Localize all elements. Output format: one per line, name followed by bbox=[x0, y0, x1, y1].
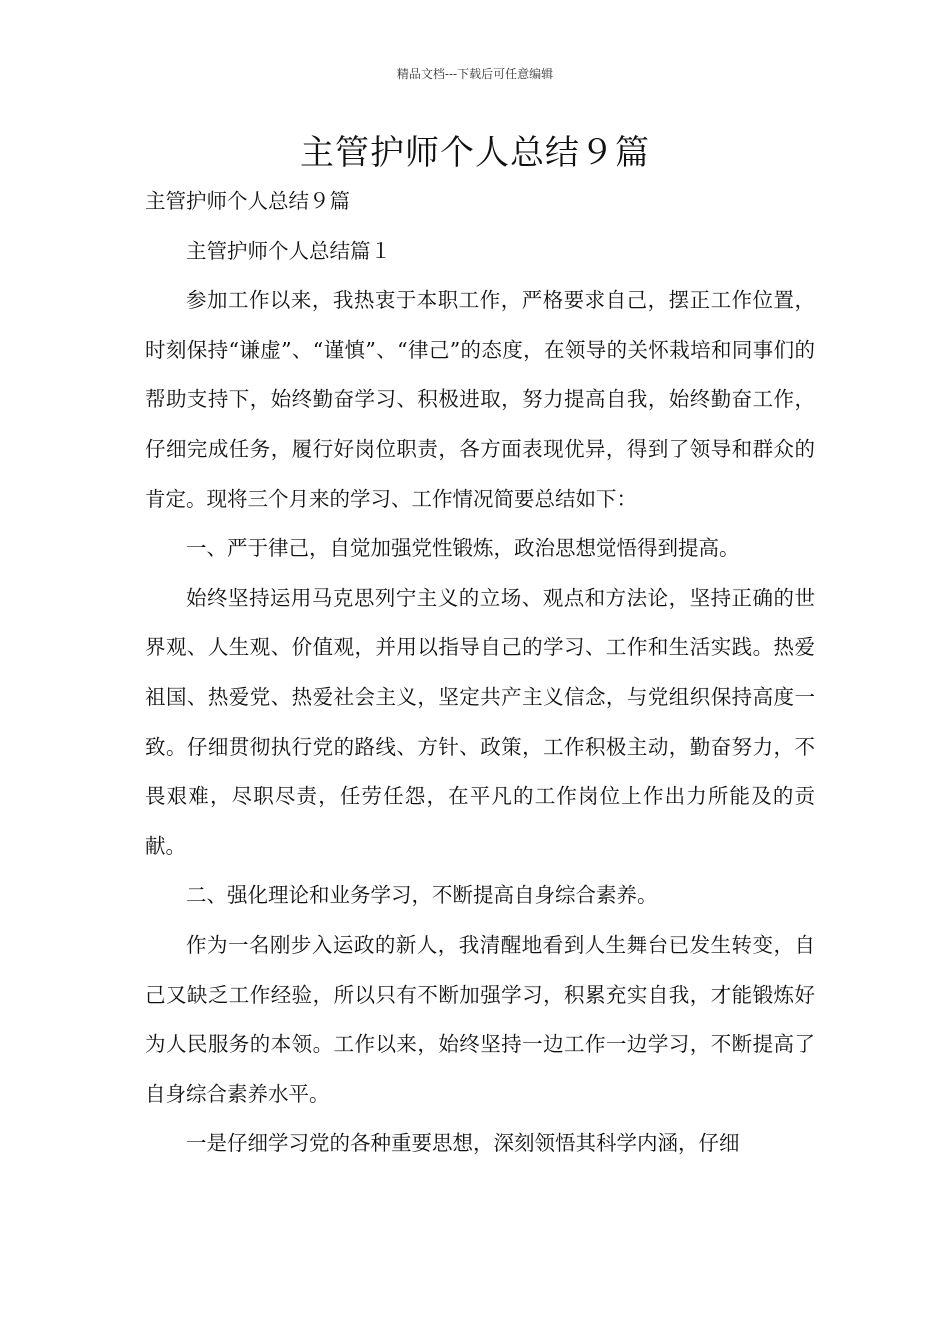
body-paragraph: 始终坚持运用马克思列宁主义的立场、观点和方法论，坚持正确的世界观、人生观、价值观，并用以指导自己的学习、工作和生活实践。热爱祖国、热爱党、热爱社会主义，坚定共产主义信念，与党组织保持高度一致。仔细贯彻执行党的路线、方针、政策，工作积极主动，勤奋努力，不畏艰难，尽职尽责，任劳任怨，在平凡的工作岗位上作出力所能及的贡献。 bbox=[145, 585, 815, 858]
body-paragraph: 主管护师个人总结９篇 bbox=[145, 189, 350, 213]
header-note: 精品文档---下载后可任意编辑 bbox=[396, 67, 554, 81]
body-paragraph: 二、强化理论和业务学习，不断提高自身综合素养。 bbox=[186, 883, 658, 908]
body-paragraph: 一是仔细学习党的各种重要思想，深刻领悟其科学内涵，仔细 bbox=[186, 1131, 740, 1156]
document-body bbox=[145, 177, 815, 1169]
body-paragraph: 作为一名刚步入运政的新人，我清醒地看到人生舞台已发生转变，自己又缺乏工作经验，所以只有不断加强学习，积累充实自我，才能锻炼好为人民服务的本领。工作以来，始终坚持一边工作一边学习，不断提高了自身综合素养水平。 bbox=[145, 932, 815, 1106]
body-paragraph: 参加工作以来，我热衷于本职工作，严格要求自己，摆正工作位置，时刻保持“谦虚”、“谨慎”、“律己”的态度，在领导的关怀栽培和同事们的帮助支持下，始终勤奋学习、积极进取，努力提高自我，始终勤奋工作，仔细完成任务，履行好岗位职责，各方面表现优异，得到了领导和群众的肯定。现将三个月来的学习、工作情况简要总结如下： bbox=[145, 288, 815, 511]
document-title: 主管护师个人总结９篇 bbox=[300, 133, 650, 173]
body-paragraph: 一、严于律己，自觉加强党性锻炼，政治思想觉悟得到提高。 bbox=[186, 536, 740, 561]
body-paragraph: 主管护师个人总结篇１ bbox=[186, 238, 391, 263]
